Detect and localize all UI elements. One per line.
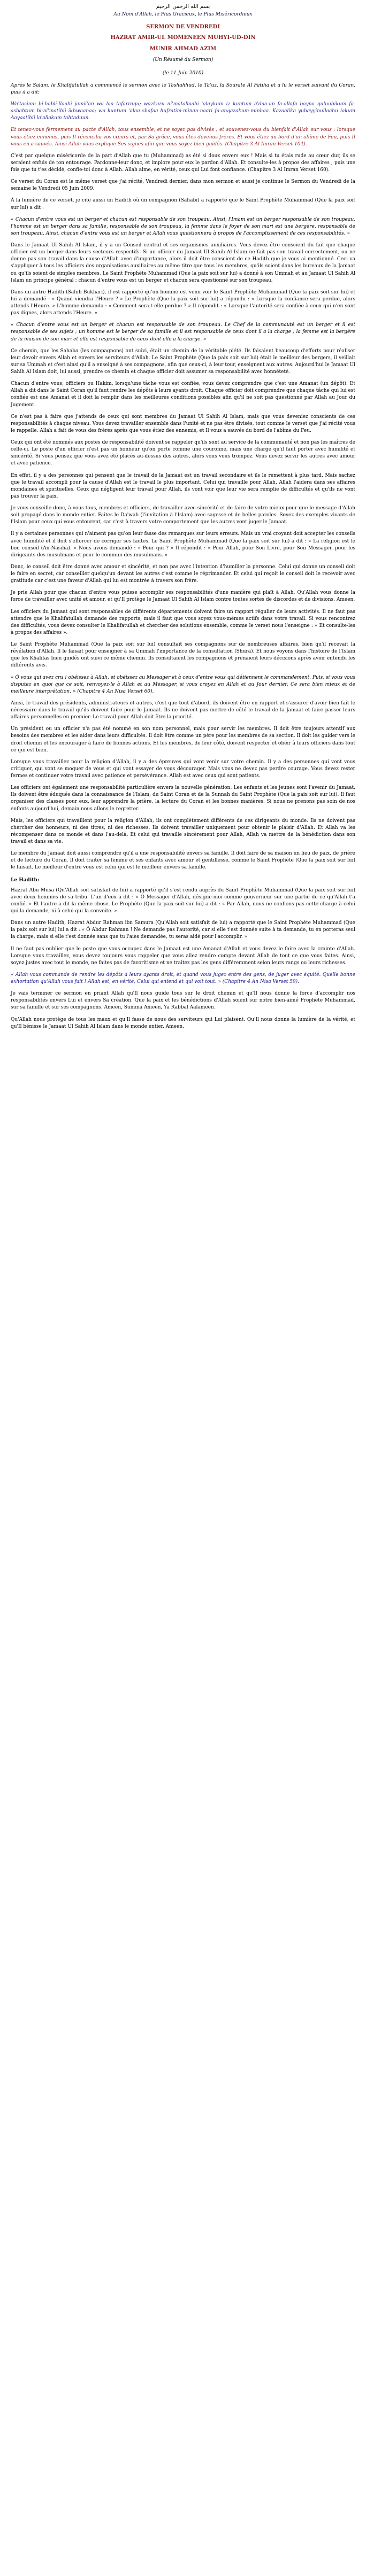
paragraph: Ainsi, le travail des présidents, administrateurs et autres, c'est que tout d'abord, ils doivent être en rapport et s'assurer d'avoir bien fait le nécessaire dans le travail qu'ils doivent faire pour le Jamaat. Ils ne doivent pas mettre de côté le travail de la Jamaat et faire passer leurs affaires personnelles en premier. Le travail pour Allah doit être la priorité. (11, 700, 355, 720)
paragraph: Je prie Allah pour que chacun d'entre vous puisse accomplir ses responsabilités d'une manière qui plaît à Allah. Qu'Allah vous donne la force de travailler avec unité et amour, et qu'Il protège le Jamaat Ul Sahih Al Islam contre toutes sortes de discordes et de divisions. Ameen. (11, 590, 355, 603)
paragraph: Après le Salam, le Khalifatullah a commencé le sermon avec le Tashahhud, le Ta'uz, la Sourate Al Fatiha et a lu le verset suivant du Coran, puis il a dit: (11, 82, 355, 95)
paragraph: « Chacun d'entre vous est un berger et chacun est responsable de son troupeau. Le Chef de la communauté est un berger et il est responsable de ses sujets ; un homme est le berger de sa famille et il est responsable de ceux dont il a la charge ; la femme est la bergère de la maison de son mari et elle est responsable de ceux dont elle a la charge. » (11, 322, 355, 342)
hadith-heading: Le Hadith: (11, 877, 40, 883)
paragraph: Qu'Allah nous protège de tous les maux et qu'Il fasse de nous des serviteurs qui Lui plaisent. Qu'Il nous donne la lumière de la vérité, et qu'Il bénisse le Jamaat Ul Sahih Al Islam dans le monde entier. Ameen. (11, 1017, 355, 1029)
paragraph: Je vais terminer ce sermon en priant Allah qu'Il nous guide tous sur le droit chemin et qu'Il nous donne la force d'accomplir nos responsabilités envers Lui et envers Sa création. Que la paix et les bénédictions d'Allah soient sur notre bien-aimé Prophète Muhammad, sur sa famille et sur ses compagnons. Ameen, Summa Ameen, Ya Rabbal Aalameen. (11, 991, 355, 1011)
paragraph: Et tenez-vous fermement au pacte d'Allah, tous ensemble, et ne soyez pas divisés ; et souvenez-vous du bienfait d'Allah sur vous : lorsque vous étiez ennemis, puis Il réconcilia vos cœurs et, par Sa grâce, vous êtes devenus frères. Et vous étiez au bord d'un abîme de Feu, puis Il vous en a sauvés. Ainsi Allah vous explique Ses signes afin que vous soyez bien guidés. (Chapitre 3 Al Imran Verset 104). (11, 127, 355, 147)
paragraph: Il ne faut pas oublier que le poste que vous occupez dans le Jamaat est une Amanat d'Allah et vous devez le faire avec la crainte d'Allah. Lorsque vous travaillez, vous devez toujours vous rappeler que vous allez rendre compte devant Allah de tout ce que vous faites. Ainsi, soyez justes avec tout le monde, ne faites pas de favoritisme et ne traitez pas les gens différemment selon leurs rangs ou leurs richesses. (11, 946, 355, 966)
sermon-title: SERMON DE VENDREDI (146, 24, 220, 30)
paragraph: À la lumière de ce verset, je cite aussi un Hadith où un compagnon (Sahabi) a rapporté que le Saint Prophète Muhammad (Que la paix soit sur lui) a dit : (11, 198, 355, 211)
paragraph: « Ô vous qui avez cru ! obéissez à Allah, et obéissez au Messager et à ceux d'entre vous qui détiennent le commandement. Puis, si vous vous disputez en quoi que ce soit, renvoyez-le à Allah et au Messager, si vous croyez en Allah et au Jour dernier. Ce sera bien mieux et de meilleure interprétation. » (Chapitre 4 An Nisa Verset 60). (11, 674, 355, 694)
paragraph: « Chacun d'entre vous est un berger et chacun est responsable de son troupeau. Ainsi, l'Imam est un berger responsable de son troupeau, l'homme est un berger dans sa famille, responsable de son troupeau, la femme dans le foyer de son mari est une bergère, responsable de son troupeau. Ainsi, chacun d'entre vous est un berger et Allah vous questionnera à propos de l'accomplissement de ces responsabilités. » (11, 216, 355, 236)
paragraph: Dans le Jamaat Ul Sahih Al Islam, il y a un Conseil central et ses organismes auxiliaires. Vous devez être conscient du fait que chaque officier est un berger dans leurs secteurs respectifs. Si un officier du Jamaat Ul Sahih Al Islam ne fait pas son travail correctement, ou ne donne pas son travail dans la cause d'Allah avec d'importance, alors il doit être conscient de ce Hadith que je vous ai mentionné. Ceci va s'appliquer à tous les officiers des organisations auxiliaires au même titre que tous les membres, qu'ils soient dans les bureaux de la Jamaat ou qu'ils soient de simples membres. Le Saint Prophète Muhammad (Que la paix soit sur lui) a donné à son Ummah et au Jamaat Ul Sahih Al Islam un principe général : chacun d'entre vous est un berger et chacun sera questionné sur son troupeau. (11, 243, 355, 283)
speaker-name-line-2: MUNIR AHMAD AZIM (149, 45, 217, 52)
sermon-body (11, 82, 355, 872)
paragraph: Donc, le conseil doit être donné avec amour et sincérité, et non pas avec l'intention d'humilier la personne. Celui qui donne un conseil doit le faire en secret, car conseiller quelqu'un devant les autres c'est comme le réprimander. Et celui qui reçoit le conseil doit le recevoir avec gratitude car c'est une faveur d'Allah qui lui est montrée à travers son frère. (11, 564, 355, 584)
paragraph: Dans un autre Hadith (Sahih Bukhari), il est rapporté qu'un homme est venu voir le Saint Prophète Muhammad (Que la paix soit sur lui) et lui a demandé : « Quand viendra l'Heure ? » Le Prophète (Que la paix soit sur lui) a répondu : « Lorsque la confiance sera perdue, alors attends l'Heure. » L'homme demanda : « Comment sera-t-elle perdue ? » Il répondit : « Lorsque l'autorité sera confiée à ceux qui n'en sont pas dignes, alors attends l'Heure. » (11, 289, 355, 316)
paragraph: Je vous conseille donc, à vous tous, membres et officiers, de travailler avec sincérité et de faire de votre mieux pour que le message d'Allah soit propagé dans le monde entier. Faites le Da'wah (l'invitation à l'Islam) avec sagesse et de belles paroles. Soyez des exemples vivants de l'Islam pour ceux qui vous entourent, car c'est à travers votre comportement que les autres vont juger le Jamaat. (11, 506, 355, 525)
speaker-name-line-1: HAZRAT AMIR-UL MOMENEEN MUHYI-UD-DIN (110, 35, 256, 41)
paragraph: Ce n'est pas à faire que j'attends de ceux qui sont membres du Jamaat Ul Sahih Al Islam, mais que vous deveniez conscients de ces responsabilités à chaque niveau. Vous devez travailler ensemble dans l'unité et ne pas être divisés, tout comme le verset que j'ai récité vous le rappelle. Allah a fait de vous des frères après que vous étiez des ennemis, et Il vous a sauvés du bord de l'abîme du Feu. (11, 414, 355, 433)
paragraph: Dans un autre Hadith, Hazrat Abdur Rahman ibn Samura (Qu'Allah soit satisfait de lui) a rapporté que le Saint Prophète Muhammad (Que la paix soit sur lui) lui a dit : « Ô Abdur Rahman ! Ne demande pas l'autorité, car si elle t'est donnée suite à ta demande, tu en porteras seul la charge, mais si elle t'est donnée sans que tu l'aies demandée, tu seras aidé pour l'accomplir. » (11, 920, 355, 940)
paragraph: Chacun d'entre vous, officiers ou Hakim, lorsqu'une tâche vous est confiée, vous devez comprendre que c'est une Amanat (un dépôt). Et Allah a dit dans le Saint Coran qu'il faut rendre les dépôts à leurs ayants droit. Chaque officier doit comprendre que chaque tâche qui lui est confiée est une Amanat et il doit la remplir dans les meilleures conditions possibles afin qu'il ne soit pas questionné par Allah au Jour du Jugement. (11, 381, 355, 408)
paragraph: Un président ou un officier n'a pas été nommé en son nom personnel, mais pour servir les membres. Il doit être toujours attentif aux besoins des membres et les aider dans leurs difficultés. Il doit être comme un père pour les membres de sa section. Il doit les guider vers le droit chemin et les encourager à faire de bonnes actions. Et les membres, de leur côté, doivent respecter et obéir à leurs officiers dans tout ce qui est bien. (11, 726, 355, 753)
paragraph: Ce chemin, que les Sahaba (les compagnons) ont suivi, était un chemin de la véritable piété. Ils faisaient beaucoup d'efforts pour réaliser leur devoir envers Allah et envers les serviteurs d'Allah. Le Saint Prophète (Que la paix soit sur lui) était le meilleur des bergers, il veillait sur sa Ummah et c'est ainsi qu'il a enseigné à ses compagnons, afin que ceux-ci, à leur tour, enseignent aux autres. Aujourd'hui le Jamaat Ul Sahih Al Islam doit, lui aussi, prendre ce chemin et chaque officier doit assumer sa responsabilité avec honnêteté. (11, 348, 355, 375)
paragraph: Le membre du Jamaat doit aussi comprendre qu'il a une responsabilité envers sa famille. Il doit faire de sa maison un lieu de paix, de prière et de lecture du Coran. Il doit traiter sa femme et ses enfants avec amour et gentillesse, comme le Saint Prophète (Que la paix soit sur lui) le faisait. Le meilleur d'entre vous est celui qui est le meilleur envers sa famille. (11, 851, 355, 871)
paragraph: Hazrat Abu Musa (Qu'Allah soit satisfait de lui) a rapporté qu'il s'est rendu auprès du Saint Prophète Muhammad (Que la paix soit sur lui) avec deux hommes de sa tribu. L'un d'eux a dit : « Ô Messager d'Allah, désigne-moi comme gouverneur sur une partie de ce qu'Allah t'a confié. » Et l'autre a dit la même chose. Le Prophète (Que la paix soit sur lui) a dit : « Par Allah, nous ne confions pas cette charge à celui qui la demande, ni à celui qui la convoite. » (11, 887, 355, 914)
paragraph: Les officiers ont également une responsabilité particulière envers la nouvelle génération. Les enfants et les jeunes sont l'avenir du Jamaat. Ils doivent être éduqués dans la connaissance de l'Islam, du Saint Coran et de la Sunnah du Saint Prophète (Que la paix soit sur lui). Il faut organiser des classes pour eux, leur apprendre la prière, la lecture du Coran et les bonnes manières. Si nous ne prenons pas soin de nos enfants aujourd'hui, demain nous allons le regretter. (11, 785, 355, 812)
sermon-subtitle: (Un Résumé du Sermon) (152, 57, 214, 63)
paragraph: En effet, il y a des personnes qui pensent que le travail de la Jamaat est un travail secondaire et ils le remettent à plus tard. Mais sachez que le travail accompli pour la cause d'Allah est le travail le plus important. Celui qui travaille pour Allah, Allah l'aidera dans ses affaires mondaines et spirituelles. Ceux qui négligent leur travail pour Allah, ils vont voir que leur vie sera remplie de difficultés et qu'ils ne vont pas trouver la paix. (11, 472, 355, 499)
sermon-page (11, 0, 355, 1043)
paragraph: Le Saint Prophète Muhammad (Que la paix soit sur lui) consultait ses compagnons sur de nombreuses affaires, bien qu'il recevait la révélation d'Allah. Il le faisait pour enseigner à sa Ummah l'importance de la consultation (Shura). Et nous voyons dans l'histoire de l'Islam que les Khalifas bien guidés ont suivi ce même chemin. Ils consultaient les compagnons et prenaient leurs décisions après avoir entendu les différents avis. (11, 642, 355, 669)
paragraph: « Allah vous commande de rendre les dépôts à leurs ayants droit, et quand vous jugez entre des gens, de juger avec équité. Quelle bonne exhortation qu'Allah vous fait ! Allah est, en vérité, Celui qui entend et qui voit tout. » (Chapitre 4 An Nisa Verset 59). (11, 972, 355, 984)
basmala-arabic: بسم الله الرحمن الرحيم (156, 4, 210, 10)
paragraph: Wa'tasimu bi-habli-llaahi jamii'an wa laa tafarraqu; wazkuru ni'matallaahi 'alaykum iz kuntum a'daa-an fa-allafa bayna quluubikum fa-asbahtum bi-ni'matihii ikhwaanaa; wa kuntum 'alaa shafaa hufratim-minan-naari fa-anqazakum-minhaa. Kazaalika yubayyinullaahu lakum Aayaatihii la'allakum tahtaduun. (11, 102, 355, 121)
sermon-date: (le 11 Juin 2010) (162, 70, 204, 76)
paragraph: Il y a certaines personnes qui n'aiment pas qu'on leur fasse des remarques sur leurs erreurs. Mais un vrai croyant doit accepter les conseils avec humilité et il doit s'efforcer de corriger ses fautes. Le Saint Prophète Muhammad (Que la paix soit sur lui) a dit : « La religion est le bon conseil (An-Nasiha). » Nous avons demandé : « Pour qui ? » Il répondit : « Pour Allah, pour Son Livre, pour Son Messager, pour les dirigeants des musulmans et pour le commun des musulmans. » (11, 531, 355, 558)
paragraph: C'est par quelque miséricorde de la part d'Allah que tu (Muhammad) as été si doux envers eux ! Mais si tu étais rude au cœur dur, ils se seraient enfuis de ton entourage. Pardonne-leur donc, et implore pour eux le pardon d'Allah. Et consulte-les à propos des affaires ; puis une fois que tu t'es décidé, confie-toi donc à Allah. Allah aime, en vérité, ceux qui Lui font confiance. (Chapitre 3 Al Imran Verset 160). (11, 153, 355, 173)
paragraph: Les officiers du Jamaat qui sont responsables de différents départements doivent faire un rapport régulier de leurs activités. Il ne faut pas attendre que le Khalifatullah demande des rapports, mais il faut que vous soyez vous-mêmes actifs dans votre travail. Si vous rencontrez des difficultés, vous devez consulter le Khalifatullah et chercher des solutions ensemble, comme le verset nous l'enseigne : « Et consulte-les à propos des affaires ». (11, 609, 355, 635)
basmala-translation: Au Nom d'Allah, le Plus Gracieux, le Plus Miséricordieux (113, 11, 253, 17)
paragraph: Ce verset du Coran est le même verset que j'ai récité, Vendredi dernier, dans mon sermon et aussi je continue le Sermon du Vendredi de la semaine le Vendredi 05 Juin 2009. (11, 179, 355, 192)
paragraph: Mais, les officiers qui travaillent pour la religion d'Allah, ils ont complètement différents de ces dirigeants du monde. Ils ne doivent pas chercher des honneurs, ni des titres, ni des richesses. Ils doivent travailler uniquement pour obtenir le plaisir d'Allah. Et Allah va les récompenser dans ce monde et dans l'au-delà. Et celui qui travaille sincèrement pour Allah, Allah va mettre de la bénédiction dans son travail et dans sa vie. (11, 818, 355, 844)
hadith-section (11, 887, 355, 1030)
paragraph: Ceux qui ont été nommés aux postes de responsabilité doivent se rappeler qu'ils sont au service de la communauté et non pas les maîtres de celle-ci. Le poste d'un officier n'est pas un honneur qu'on porte comme une couronne, mais une charge qu'il faut porter avec humilité et sincérité. Si vous pensez que vous avez été placés au-dessus des autres, alors vous vous trompez. Vous devez servir les autres avec amour et avec patience. (11, 440, 355, 467)
paragraph: Lorsque vous travaillez pour la religion d'Allah, il y a des épreuves qui vont venir sur votre chemin. Il y a des personnes qui vont vous critiquer, qui vont se moquer de vous et qui vont essayer de vous décourager. Mais vous ne devez pas perdre courage. Vous devez rester fermes et continuer votre travail avec patience et persévérance. Allah est avec ceux qui sont patients. (11, 759, 355, 779)
